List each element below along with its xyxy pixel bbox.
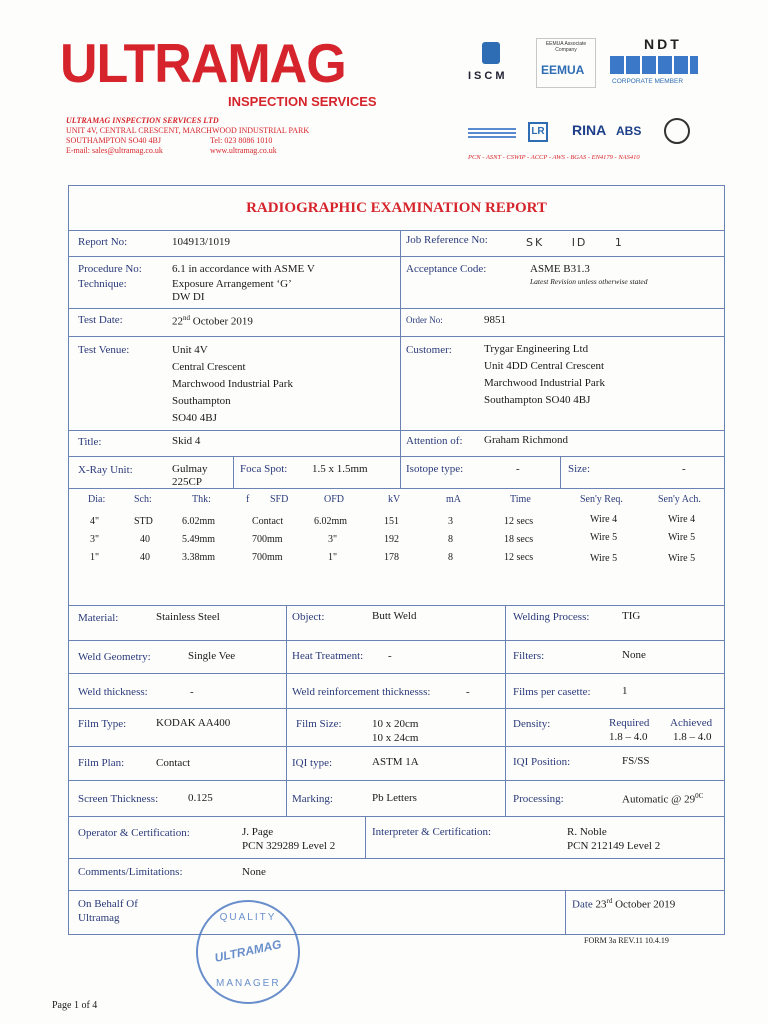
- technique-value-1: Exposure Arrangement ‘G’: [172, 278, 292, 290]
- test-date-value: 22nd October 2019: [172, 314, 253, 328]
- title-value: Skid 4: [172, 435, 201, 447]
- table-cell: 3: [448, 516, 453, 527]
- stamp-top-text: QUALITY: [219, 912, 277, 923]
- col-header: Sch:: [134, 494, 152, 505]
- density-label: Density:: [513, 718, 551, 730]
- operator-cert: PCN 329289 Level 2: [242, 840, 336, 852]
- operator-name: J. Page: [242, 826, 274, 838]
- table-cell: 700mm: [252, 534, 283, 545]
- film-plan-value: Contact: [156, 757, 191, 769]
- weld-geometry-label: Weld Geometry:: [78, 651, 151, 663]
- procedure-value: 6.1 in accordance with ASME V: [172, 263, 315, 275]
- density-required-label: Required: [609, 717, 650, 729]
- films-per-cassette-value: 1: [622, 685, 628, 697]
- test-venue-label: Test Venue:: [78, 344, 130, 356]
- weld-geometry-value: Single Vee: [188, 650, 236, 662]
- title-label: Title:: [78, 436, 102, 448]
- venue-line: Central Crescent: [172, 361, 246, 373]
- eemua-logo: EEMUA Associate Company EEMUA: [536, 38, 596, 88]
- customer-line: Marchwood Industrial Park: [484, 377, 605, 389]
- marking-label: Marking:: [292, 793, 333, 805]
- table-cell: 700mm: [252, 552, 283, 563]
- iqi-type-value: ASTM 1A: [372, 756, 419, 768]
- col-header: Sen'y Ach.: [658, 494, 701, 505]
- technique-value-2: DW DI: [172, 291, 205, 303]
- on-behalf-label-2: Ultramag: [78, 912, 120, 924]
- weld-thickness-value: -: [190, 686, 194, 698]
- col-header: Dia:: [88, 494, 106, 505]
- report-no-label: Report No:: [78, 236, 128, 248]
- report-no-value: 104913/1019: [172, 236, 231, 248]
- object-label: Object:: [292, 611, 325, 623]
- table-cell: 12 secs: [504, 516, 534, 527]
- iqi-type-label: IQI type:: [292, 757, 333, 769]
- table-cell: 151: [384, 516, 399, 527]
- signed-date: Date 23rd October 2019: [572, 897, 676, 911]
- table-cell: 192: [384, 534, 399, 545]
- table-cell: 1": [328, 552, 338, 563]
- interpreter-name: R. Noble: [567, 826, 607, 838]
- job-ref-value: SK ID 1: [526, 236, 624, 249]
- venue-line: Unit 4V: [172, 344, 208, 356]
- comments-label: Comments/Limitations:: [78, 866, 183, 878]
- order-no-label: Order No:: [406, 315, 443, 325]
- focal-spot-value: 1.5 x 1.5mm: [312, 463, 368, 475]
- filters-label: Filters:: [513, 650, 545, 662]
- bureau-veritas-logo-icon: [664, 118, 690, 144]
- table-cell: 4": [90, 516, 100, 527]
- report-title: RADIOGRAPHIC EXAMINATION REPORT: [246, 200, 547, 216]
- marking-value: Pb Letters: [372, 792, 417, 804]
- venue-line: Southampton: [172, 395, 231, 407]
- venue-line: Marchwood Industrial Park: [172, 378, 293, 390]
- table-cell: 8: [448, 552, 453, 563]
- company-header: [60, 33, 390, 176]
- table-cell: 6.02mm: [314, 516, 348, 527]
- table-cell: 5.49mm: [182, 534, 216, 545]
- customer-line: Unit 4DD Central Crescent: [484, 360, 605, 372]
- col-header: kV: [388, 494, 401, 505]
- attention-value: Graham Richmond: [484, 434, 569, 446]
- welding-process-label: Welding Process:: [513, 611, 590, 623]
- screen-thickness-value: 0.125: [188, 792, 213, 804]
- procedure-label: Procedure No:: [78, 263, 142, 275]
- processing-value: Automatic @ $29^{0C}$: [622, 792, 704, 806]
- company-address-1: UNIT 4V, CENTRAL CRESCENT, MARCHWOOD INDUSTRIAL PARK: [66, 126, 310, 135]
- blue-stripes-icon: [468, 128, 516, 138]
- isotope-value: -: [516, 463, 520, 475]
- table-cell: 18 secs: [504, 534, 534, 545]
- material-value: Stainless Steel: [156, 611, 220, 623]
- job-ref-label: Job Reference No:: [406, 234, 488, 246]
- iscm-logo: ISCM: [468, 70, 508, 82]
- table-cell: 1": [90, 552, 100, 563]
- quality-manager-stamp: [196, 900, 300, 1004]
- acceptance-note: Latest Revision unless otherwise stated: [530, 277, 648, 286]
- acceptance-label: Acceptance Code:: [406, 263, 487, 275]
- table-cell: 6.02mm: [182, 516, 216, 527]
- customer-line: Southampton SO40 4BJ: [484, 394, 591, 406]
- xray-unit-value-1: Gulmay: [172, 463, 208, 475]
- xray-unit-label: X-Ray Unit:: [78, 464, 133, 476]
- page-number: Page 1 of 4: [52, 1000, 98, 1011]
- isotope-label: Isotope type:: [406, 463, 464, 475]
- col-header: f: [246, 494, 250, 505]
- customer-line: Trygar Engineering Ltd: [484, 343, 589, 355]
- company-email: E-mail: sales@ultramag.co.uk: [66, 146, 163, 155]
- density-required-value: 1.8 – 4.0: [609, 731, 648, 743]
- company-web: www.ultramag.co.uk: [210, 146, 277, 155]
- lloyds-register-logo: LR: [528, 122, 548, 142]
- company-name: ULTRAMAG INSPECTION SERVICES LTD: [66, 116, 219, 125]
- technique-label: Technique:: [78, 278, 127, 290]
- table-cell: 3": [328, 534, 338, 545]
- on-behalf-label-1: On Behalf Of: [78, 898, 138, 910]
- accreditation-logos: [460, 34, 710, 174]
- table-cell: STD: [134, 516, 153, 527]
- filters-value: None: [622, 649, 646, 661]
- iscm-logo-icon: [482, 42, 500, 64]
- col-header: Sen'y Req.: [580, 494, 623, 505]
- table-cell: Contact: [252, 516, 284, 527]
- schemes-line: PCN - ASNT - CSWIP - ACCP - AWS - BGAS - EN4179 - NAS410: [468, 154, 640, 161]
- screen-thickness-label: Screen Thickness:: [78, 793, 159, 805]
- table-cell: Wire 5: [590, 532, 618, 543]
- company-address-2: SOUTHAMPTON SO40 4BJ: [66, 136, 161, 145]
- abs-logo: ABS: [616, 124, 642, 138]
- object-value: Butt Weld: [372, 610, 417, 622]
- iqi-position-label: IQI Position:: [513, 756, 571, 768]
- table-cell: 40: [140, 552, 150, 563]
- acceptance-value: ASME B31.3: [530, 263, 590, 275]
- size-label: Size:: [568, 463, 590, 475]
- exposure-table: [68, 488, 725, 605]
- weld-reinforcement-label: Weld reinforcement thicknesss:: [292, 686, 431, 698]
- ndt-logo-icon: [610, 56, 698, 74]
- size-value: -: [682, 463, 686, 475]
- order-no-value: 9851: [484, 314, 506, 326]
- weld-thickness-label: Weld thickness:: [78, 686, 148, 698]
- table-cell: 12 secs: [504, 552, 534, 563]
- col-header: OFD: [324, 494, 345, 505]
- film-type-value: KODAK AA400: [156, 717, 231, 729]
- rina-logo: RINA: [572, 122, 607, 138]
- col-header: Time: [510, 494, 531, 505]
- interpreter-cert: PCN 212149 Level 2: [567, 840, 661, 852]
- table-cell: 8: [448, 534, 453, 545]
- col-header: mA: [446, 494, 461, 505]
- col-header: Thk:: [192, 494, 211, 505]
- weld-reinforcement-value: -: [466, 686, 470, 698]
- table-cell: Wire 4: [668, 514, 696, 525]
- heat-treatment-label: Heat Treatment:: [292, 650, 364, 662]
- welding-process-value: TIG: [622, 610, 641, 622]
- table-cell: Wire 5: [590, 553, 618, 564]
- iqi-position-value: FS/SS: [622, 755, 650, 767]
- focal-spot-label: Foca Spot:: [240, 463, 288, 475]
- table-cell: Wire 4: [590, 514, 618, 525]
- company-logo: ULTRAMAG: [60, 33, 346, 95]
- form-reference: FORM 3a REV.11 10.4.19: [584, 936, 669, 945]
- heat-treatment-value: -: [388, 650, 392, 662]
- table-cell: 40: [140, 534, 150, 545]
- stamp-mid-text: ULTRAMAG: [213, 937, 283, 965]
- table-cell: 3.38mm: [182, 552, 216, 563]
- table-cell: Wire 5: [668, 532, 696, 543]
- test-date-label: Test Date:: [78, 314, 123, 326]
- company-tel: Tel: 023 8086 1010: [210, 136, 273, 145]
- density-achieved-value: 1.8 – 4.0: [673, 731, 712, 743]
- table-cell: 3": [90, 534, 100, 545]
- film-size-label: Film Size:: [296, 718, 342, 730]
- stamp-bottom-text: MANAGER: [216, 978, 281, 989]
- comments-value: None: [242, 866, 266, 878]
- operator-label: Operator & Certification:: [78, 827, 190, 839]
- processing-label: Processing:: [513, 793, 564, 805]
- corporate-member-label: CORPORATE MEMBER: [612, 78, 684, 85]
- film-size-value-2: 10 x 24cm: [372, 732, 419, 744]
- film-size-value-1: 10 x 20cm: [372, 718, 419, 730]
- table-cell: 178: [384, 552, 399, 563]
- ndt-logo: NDT: [644, 36, 682, 52]
- films-per-cassette-label: Films per casette:: [513, 686, 591, 698]
- logo-subtitle: INSPECTION SERVICES: [228, 94, 377, 109]
- attention-label: Attention of:: [406, 435, 463, 447]
- table-cell: Wire 5: [668, 553, 696, 564]
- film-type-label: Film Type:: [78, 718, 127, 730]
- film-plan-label: Film Plan:: [78, 757, 125, 769]
- xray-unit-value-2: 225CP: [172, 476, 202, 488]
- col-header: SFD: [270, 494, 289, 505]
- density-achieved-label: Achieved: [670, 717, 713, 729]
- material-label: Material:: [78, 612, 119, 624]
- venue-line: SO40 4BJ: [172, 412, 217, 424]
- customer-label: Customer:: [406, 344, 452, 356]
- interpreter-label: Interpreter & Certification:: [372, 826, 492, 838]
